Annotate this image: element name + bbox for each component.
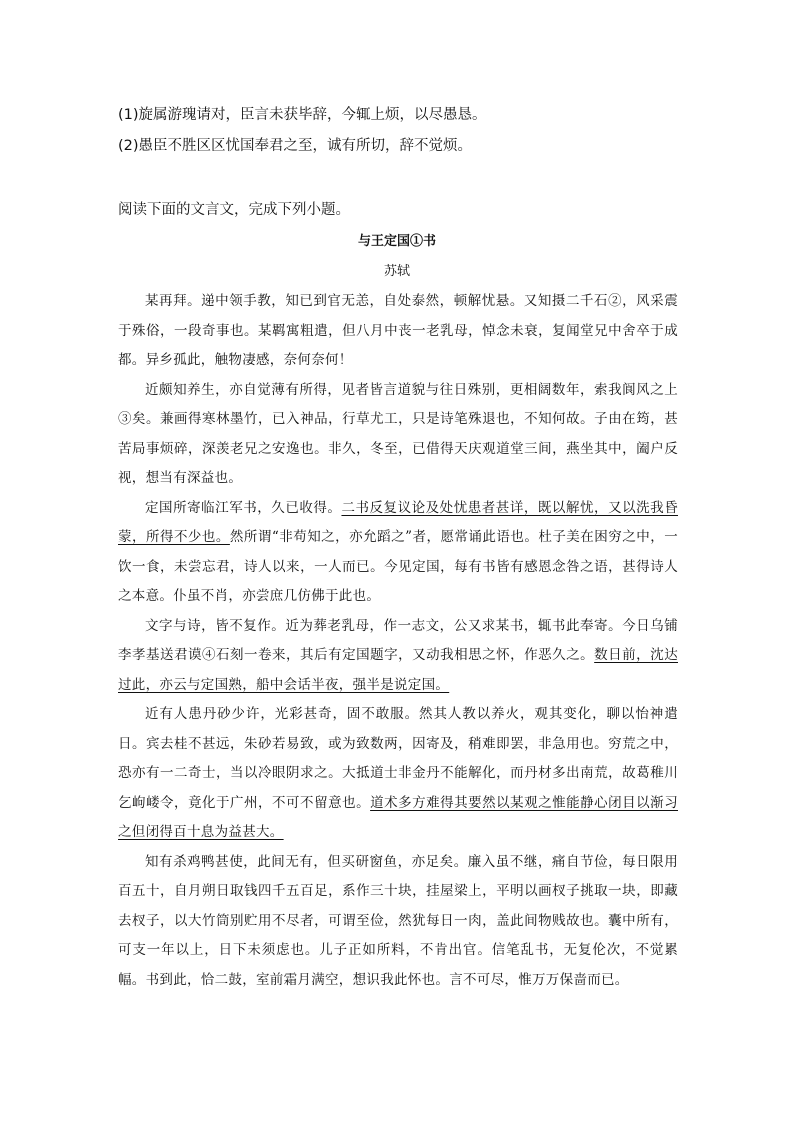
paragraph-3-text-b: 然所谓“非苟知之，亦允蹈之”者，愿常诵此语也。杜子美在困穷之中，一饮一食，未尝忘君，诗人以来，一人而已。今见定国，每有书皆有感恩念咎之语，甚得诗人之本意。仆虽不肖，亦尝庶几仿佛于此也。 [118,529,679,604]
question-2: (2)愚臣不胜区区忧国奉君之至，诚有所切，辞不觉烦。 [118,138,473,154]
paragraph-6: 知有杀鸡鸭甚使，此间无有，但买研窗鱼，亦足矣。廉入虽不继，痛自节俭，每日限用百五十，自月朔日取钱四千五百足，系作三十块，挂屋梁上，平明以画杈子挑取一块，即藏去杈子，以大竹筒别贮用不尽者，可谓至俭，然犹每日一肉，盖此间物贱故也。囊中所有，可支一年以上，日下未须虑也。儿子正如所料，不肯出官。信笔乱书，无复伦次，不觉累幅。书到此，恰二鼓，室前霜月满空，想识我此怀也。言不可尽，惟万万保啬而已。 [118,853,678,988]
paragraph-5 [118,700,678,848]
paragraph-1: 某再拜。递中领手教，知已到官无恙，自处泰然，顿解忧悬。又知摄二千石②，风采震于殊俗，一段奇事也。某羁寓粗遣，但八月中丧一老乳母，悼念未衰，复闻堂兄中舍卒于成都。异乡孤此，触物凄感，奈何奈何！ [118,293,678,368]
underlined-sentence-2: 数日前，沈达过此，亦云与定国熟，船中会话半夜，强半是说定国。 [118,647,678,693]
question-1: (1)旋属游瑰请对，臣言未获毕辞，今辄上烦，以尽愚恳。 [118,107,487,123]
paragraph-2: 近颇知养生，亦自觉薄有所得，见者皆言道貌与往日殊别，更相阔数年，索我阆风之上③矣。兼画得寒林墨竹，已入神品，行草尤工，只是诗笔殊退也，不知何故。子由在筠，甚苦局事烦碎，深羡老兄之安逸也。非久，冬至，已借得天庆观道堂三间，燕坐其中，阖户反视，想当有深益也。 [118,381,678,486]
paragraph-4 [118,612,678,701]
passage-author: 苏轼 [383,264,410,279]
passage-body [118,287,678,995]
paragraph-3 [118,494,678,612]
reading-instruction: 阅读下面的文言文，完成下列小题。 [118,202,350,218]
paragraph-5-text: 近有人患丹砂少许，光彩甚奇，固不敢服。然其人教以养火，观其变化，聊以怡神遣日。宾去桂不甚远，朱砂若易致，或为致数两，因寄及，稍难即罢，非急用也。穷荒之中，恐亦有一二奇士，当以冷眼阴求之。大抵道士非金丹不能解化，而丹材多出南荒，故葛稚川乞岣嵝令，竟化于广州，不可不留意也。 [118,706,678,811]
paragraph-4-text: 文字与诗，皆不复作。近为葬老乳母，作一志文，公又求某书，辄书此奉寄。今日乌铺李孝基送君谟④石刻一卷来，其后有定国题字，又动我相思之怀，作恶久之。 [118,617,678,663]
underlined-sentence-1: 二书反复议论及处忧患者甚详，既以解忧，又以洗我昏蒙，所得不少也。 [118,499,678,545]
underlined-sentence-3: 道术多方难得其要然以某观之惟能静心闭目以渐习之但闭得百十息为益甚大。 [118,794,678,840]
passage-title: 与王定国①书 [357,234,436,249]
paragraph-3-text-a: 定国所寄临江军书，久已收得。 [145,499,342,516]
